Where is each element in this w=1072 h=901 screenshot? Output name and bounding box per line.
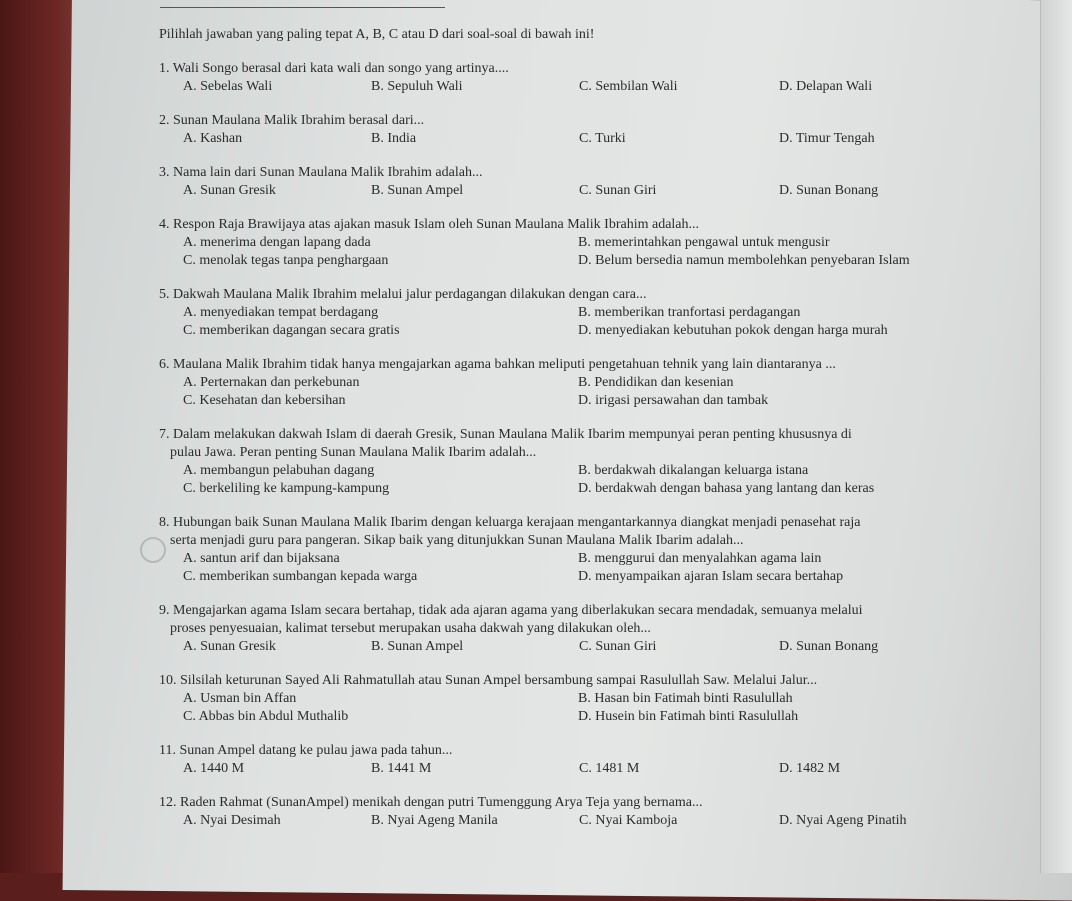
question-stem: 11. Sunan Ampel datang ke pulau jawa pada tahun... [159,743,453,758]
question-stem: 5. Dakwah Maulana Malik Ibrahim melalui jalur perdagangan dilakukan dengan cara... [159,287,647,302]
answer-options-row [159,130,1034,148]
answer-options-row [159,374,1034,392]
question-stem: 2. Sunan Maulana Malik Ibrahim berasal dari... [159,113,425,128]
answer-options-row [159,182,1034,200]
paper-fold [1040,0,1072,873]
question-block [159,514,1034,586]
answer-options-row [159,252,1034,270]
answer-option-c: C. berkeliling ke kampung-kampung [183,481,390,496]
answer-option-d: D. irigasi persawahan dan tambak [578,393,769,408]
answer-option-d: D. Nyai Ageng Pinatih [779,813,907,828]
answer-option-c: C. Turki [579,131,626,146]
question-block [159,356,1034,410]
answer-options-row [159,304,1034,322]
question-block [159,426,1034,498]
answer-option-c: C. memberikan dagangan secara gratis [183,323,400,338]
answer-option-a: A. santun arif dan bijaksana [183,551,340,566]
answer-option-a: A. Sebelas Wali [183,79,273,94]
question-stem: 9. Mengajarkan agama Islam secara bertahap, tidak ada ajaran agama yang diberlakukan secara mendadak, semuanya melalui [159,603,863,618]
question-stem: 3. Nama lain dari Sunan Maulana Malik Ibrahim adalah... [159,165,483,180]
answer-option-a: A. Sunan Gresik [183,183,276,198]
question-stem: 10. Silsilah keturunan Sayed Ali Rahmatullah atau Sunan Ampel bersambung sampai Rasulullah Saw. Melalui Jalur... [159,673,818,688]
question-stem: 8. Hubungan baik Sunan Maulana Malik Ibarim dengan keluarga kerajaan mengantarkannya diangkat menjadi penasehat raja [159,515,861,530]
question-stem: 6. Maulana Malik Ibrahim tidak hanya mengajarkan agama bahkan meliputi pengetahuan tehnik yang lain diantaranya ... [159,357,836,372]
answer-option-a: A. Perternakan dan perkebunan [183,375,360,390]
answer-options-row [159,322,1034,340]
answer-option-d: D. menyampaikan ajaran Islam secara bertahap [578,569,844,584]
answer-options-row [159,760,1034,778]
answer-option-d: D. Delapan Wali [779,79,873,94]
answer-option-b: B. memerintahkan pengawal untuk mengusir [578,235,830,250]
answer-option-a: A. Sunan Gresik [183,639,276,654]
answer-option-d: D. Sunan Bonang [779,183,879,198]
answer-options-row [159,812,1034,830]
answer-options-row [159,550,1034,568]
question-stem: serta menjadi guru para pangeran. Sikap baik yang ditunjukkan Sunan Maulana Malik Ibarim adalah... [170,533,744,548]
answer-option-b: B. Pendidikan dan kesenian [578,375,734,390]
question-stem: 12. Raden Rahmat (SunanAmpel) menikah dengan putri Tumenggung Arya Teja yang bernama... [159,795,703,810]
question-block [159,794,1034,830]
answer-option-d: D. Timur Tengah [779,131,875,146]
answer-options-row [159,78,1034,96]
answer-option-c: C. 1481 M [579,761,640,776]
answer-option-d: D. berdakwah dengan bahasa yang lantang dan keras [578,481,875,496]
divider-line [160,7,445,8]
answer-options-row [159,690,1034,708]
answer-option-c: C. Sunan Giri [579,639,657,654]
answer-option-c: C. Kesehatan dan kebersihan [183,393,346,408]
answer-options-row [159,480,1034,498]
question-stem: pulau Jawa. Peran penting Sunan Maulana Malik Ibarim adalah... [170,445,537,460]
answer-option-a: A. Nyai Desimah [183,813,281,828]
answer-option-c: C. memberikan sumbangan kepada warga [183,569,418,584]
answer-options-row [159,568,1034,586]
question-block [159,742,1034,778]
question-stem: 4. Respon Raja Brawijaya atas ajakan masuk Islam oleh Sunan Maulana Malik Ibrahim adalah... [159,217,700,232]
worksheet-text [159,26,1034,846]
answer-option-a: A. menerima dengan lapang dada [183,235,371,250]
answer-option-d: D. Husein bin Fatimah binti Rasulullah [578,709,799,724]
question-block [159,60,1034,96]
answer-options-row [159,462,1034,480]
answer-options-row [159,392,1034,410]
answer-option-b: B. 1441 M [371,761,432,776]
answer-option-b: B. Hasan bin Fatimah binti Rasulullah [578,691,793,706]
answer-option-c: C. Sembilan Wali [579,79,678,94]
answer-option-a: A. menyediakan tempat berdagang [183,305,379,320]
instruction-text: Pilihlah jawaban yang paling tepat A, B, C atau D dari soal-soal di bawah ini! [159,27,595,42]
question-block [159,112,1034,148]
answer-option-c: C. menolak tegas tanpa penghargaan [183,253,389,268]
answer-option-c: C. Abbas bin Abdul Muthalib [183,709,349,724]
answer-options-row [159,708,1034,726]
question-block [159,216,1034,270]
answer-option-b: B. Nyai Ageng Manila [371,813,498,828]
answer-option-c: C. Nyai Kamboja [579,813,678,828]
answer-option-b: B. Sunan Ampel [371,183,464,198]
answer-option-c: C. Sunan Giri [579,183,657,198]
answer-option-d: D. Belum bersedia namun membolehkan penyebaran Islam [578,253,910,268]
question-stem: proses penyesuaian, kalimat tersebut merupakan usaha dakwah yang dilakukan oleh... [170,621,651,636]
answer-option-b: B. memberikan tranfortasi perdagangan [578,305,801,320]
question-block [159,164,1034,200]
answer-option-d: D. 1482 M [779,761,841,776]
answer-option-b: B. Sepuluh Wali [371,79,463,94]
answer-option-a: A. membangun pelabuhan dagang [183,463,375,478]
answer-option-b: B. Sunan Ampel [371,639,464,654]
answer-option-b: B. berdakwah dikalangan keluarga istana [578,463,809,478]
question-block [159,286,1034,340]
question-stem: 1. Wali Songo berasal dari kata wali dan songo yang artinya.... [159,61,509,76]
question-block [159,672,1034,726]
answer-option-a: A. Usman bin Affan [183,691,297,706]
answer-option-b: B. menggurui dan menyalahkan agama lain [578,551,822,566]
answer-option-d: D. menyediakan kebutuhan pokok dengan harga murah [578,323,888,338]
answer-option-a: A. Kashan [183,131,243,146]
answer-options-row [159,638,1034,656]
answer-option-b: B. India [371,131,417,146]
question-block [159,602,1034,656]
question-stem: 7. Dalam melakukan dakwah Islam di daerah Gresik, Sunan Maulana Malik Ibarim mempunyai peran penting khususnya di [159,427,852,442]
answer-option-d: D. Sunan Bonang [779,639,879,654]
answer-options-row [159,234,1034,252]
answer-option-a: A. 1440 M [183,761,245,776]
